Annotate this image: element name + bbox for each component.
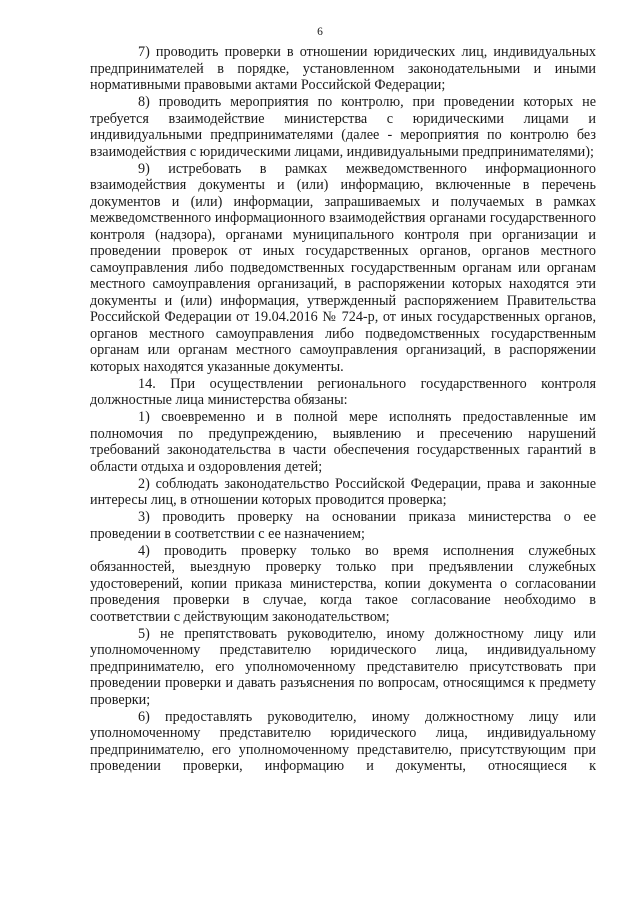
duty-5-paragraph: 5) не препятствовать руководителю, иному должностному лицу или уполномоченному представителю юридического лица, индивидуальному предпринимателю, его уполномоченному представителю присутствовать при проведении проверки и давать разъяснения по вопросам, относящимся к предмету проверки; [90,625,596,708]
item-8-paragraph: 8) проводить мероприятия по контролю, при проведении которых не требуется взаимодействие министерства с юридическими лицами и индивидуальными предпринимателями (далее - мероприятия по контролю без взаимодействия с юридическими лицами, индивидуальными предпринимателями); [90,94,596,160]
item-7-paragraph: 7) проводить проверки в отношении юридических лиц, индивидуальных предпринимателей в порядке, установленном законодательными и иными нормативными правовыми актами Российской Федерации; [90,44,596,93]
document-body [90,44,596,775]
duty-3-paragraph: 3) проводить проверку на основании приказа министерства о ее проведении в соответствии с ее назначением; [90,509,596,542]
duty-1-paragraph: 1) своевременно и в полной мере исполнять предоставленные им полномочия по предупреждению, выявлению и пресечению нарушений требований законодательства в части обеспечения государственных гарантий в области отдыха и оздоровления детей; [90,409,596,475]
duty-6-paragraph: 6) предоставлять руководителю, иному должностному лицу или уполномоченному представителю юридического лица, индивидуальному предпринимателю, его уполномоченному представителю, присутствующим при проведении проверки, информацию и документы, относящиеся к [90,708,596,774]
duty-4-paragraph: 4) проводить проверку только во время исполнения служебных обязанностей, выездную проверку только при предъявлении служебных удостоверений, копии приказа министерства, копии документа о согласовании проведения проверки в случае, когда такое согласование необходимо в соответствии с действующим законодательством; [90,542,596,625]
item-9-paragraph: 9) истребовать в рамках межведомственного информационного взаимодействия документы и (или) информацию, включенные в перечень документов и (или) информации, запрашиваемых и получаемых в рамках межведомственного информационного взаимодействия органами государственного контроля (надзора), органами муниципального контроля при организации и проведении проверок от иных государственных органов, органов местного самоуправления либо подведомственных государственным органам или органам местного самоуправления организаций, в распоряжении которых находятся эти документы и (или) информация, утвержденный распоряжением Правительства Российской Федерации от 19.04.2016 № 724-р, от иных государственных органов, органов местного самоуправления либо подведомственных государственным органам или органам местного самоуправления организаций, в распоряжении которых находятся указанные документы. [90,160,596,375]
page-number: 6 [317,26,323,38]
section-14-heading-paragraph: 14. При осуществлении регионального государственного контроля должностные лица министерства обязаны: [90,375,596,408]
duty-2-paragraph: 2) соблюдать законодательство Российской Федерации, права и законные интересы лиц, в отношении которых проводится проверка; [90,475,596,508]
